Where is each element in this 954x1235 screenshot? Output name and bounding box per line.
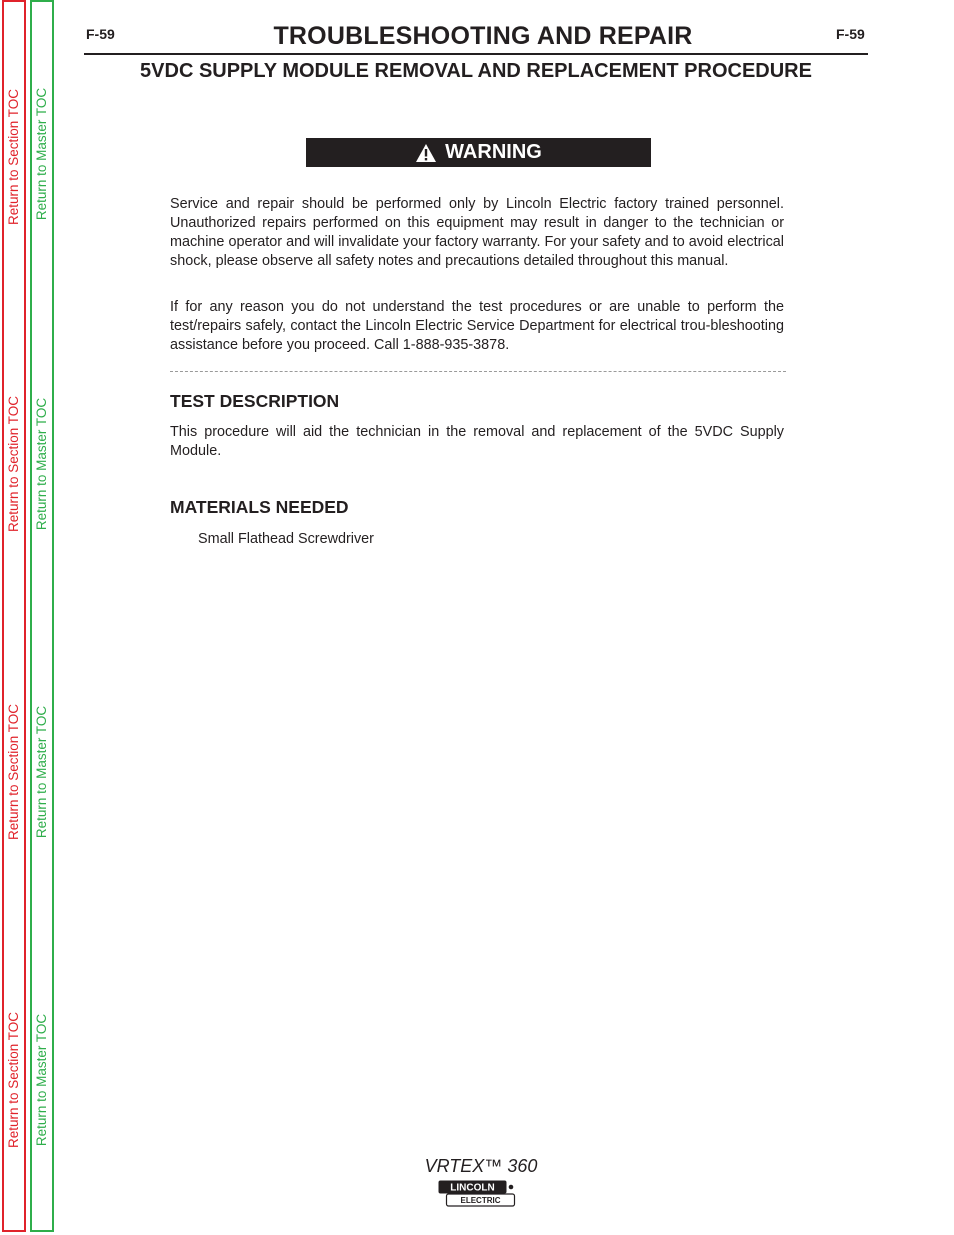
material-item: Small Flathead Screwdriver bbox=[198, 531, 374, 547]
materials-needed-heading: MATERIALS NEEDED bbox=[170, 497, 349, 517]
warning-paragraph bbox=[170, 298, 784, 355]
logo-text-top: LINCOLN bbox=[450, 1182, 495, 1194]
test-description-text bbox=[170, 423, 784, 461]
product-name: VRTEX™ 360 bbox=[424, 1156, 538, 1176]
warning-label: WARNING bbox=[445, 141, 542, 163]
section-divider bbox=[170, 371, 786, 372]
warning-paragraph bbox=[170, 195, 784, 271]
page-number-left: F-59 bbox=[86, 26, 115, 42]
page-title: TROUBLESHOOTING AND REPAIR bbox=[273, 22, 693, 50]
header-divider bbox=[84, 53, 868, 55]
return-to-section-toc-link[interactable]: Return to Section TOC bbox=[6, 88, 21, 226]
return-to-master-toc-link[interactable]: Return to Master TOC bbox=[34, 87, 49, 221]
return-to-section-toc-link[interactable]: Return to Section TOC bbox=[6, 395, 21, 533]
master-toc-bar bbox=[30, 0, 54, 1232]
return-to-section-toc-link[interactable]: Return to Section TOC bbox=[6, 703, 21, 841]
lincoln-electric-logo bbox=[438, 1180, 516, 1208]
test-description-heading: TEST DESCRIPTION bbox=[170, 391, 340, 411]
test-description-paragraph: This procedure will aid the technician in the removal and replacement of the 5VDC Supply Module. bbox=[170, 424, 784, 459]
page-number-right: F-59 bbox=[836, 26, 865, 42]
warning-banner bbox=[306, 138, 651, 167]
return-to-master-toc-link[interactable]: Return to Master TOC bbox=[34, 705, 49, 839]
warning-text-1: Service and repair should be performed only by Lincoln Electric factory trained personnel. Unauthorized repairs performed on this equipment may result in danger to the technician or machine operator and will invalidate your factory warranty. For your safety and to avoid electrical shock, please observe all safety notes and precautions detailed throughout this manual. bbox=[170, 196, 784, 269]
warning-triangle-icon bbox=[415, 143, 437, 163]
logo-text-bottom: ELECTRIC bbox=[460, 1196, 501, 1205]
return-to-master-toc-link[interactable]: Return to Master TOC bbox=[34, 397, 49, 531]
return-to-master-toc-link[interactable]: Return to Master TOC bbox=[34, 1013, 49, 1147]
procedure-title: 5VDC SUPPLY MODULE REMOVAL AND REPLACEMENT PROCEDURE bbox=[140, 60, 812, 82]
warning-text-2: If for any reason you do not understand the test procedures or are unable to perform the test/repairs safely, contact the Lincoln Electric Service Department for electrical trou-bleshooting assistance before you proceed. Call 1-888-935-3878. bbox=[170, 299, 784, 353]
section-toc-bar bbox=[2, 0, 26, 1232]
return-to-section-toc-link[interactable]: Return to Section TOC bbox=[6, 1011, 21, 1149]
